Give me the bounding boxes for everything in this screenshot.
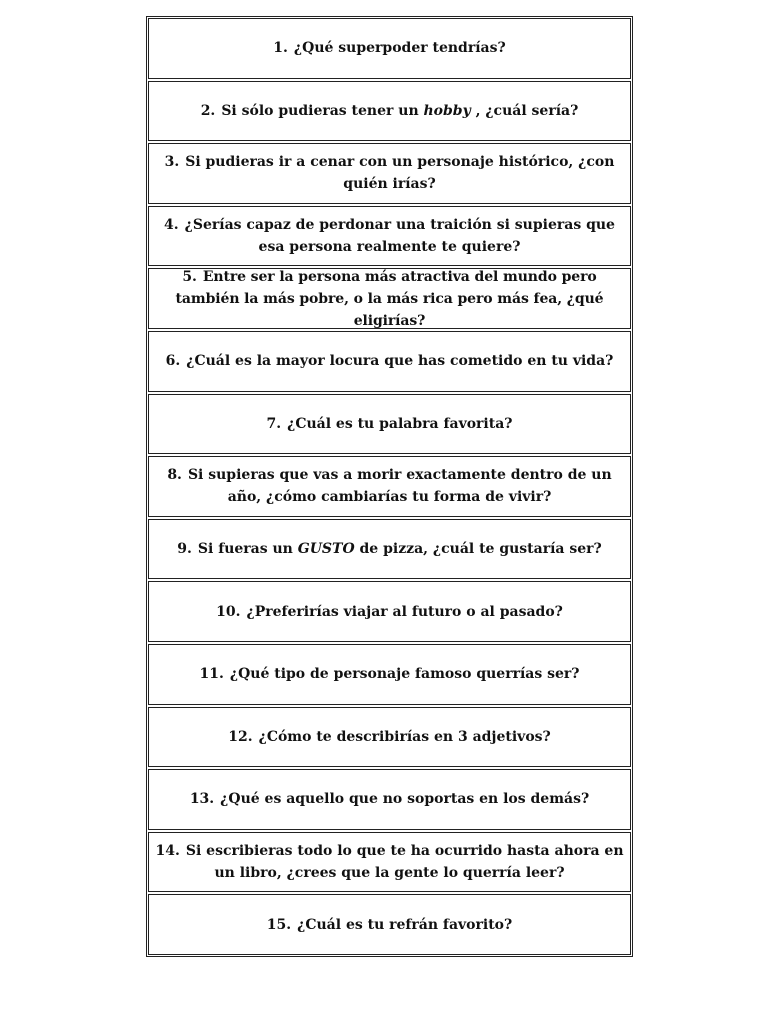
question-body: ¿Cómo te describirías en 3 adjetivos? bbox=[258, 728, 551, 745]
question-body-end: , ¿cuál sería? bbox=[470, 102, 579, 119]
question-body: Si escribieras todo lo que te ha ocurrido hasta ahora en un libro, ¿crees que la gente lo querría leer? bbox=[185, 843, 624, 882]
question-text bbox=[228, 726, 551, 748]
question-emphasis: hobby bbox=[423, 102, 471, 119]
question-row-15 bbox=[148, 894, 631, 955]
question-body: Si pudieras ir a cenar con un personaje histórico, ¿con quién irías? bbox=[185, 154, 615, 193]
question-row-5 bbox=[148, 268, 631, 329]
question-text bbox=[153, 464, 626, 508]
question-number: 11. bbox=[199, 666, 224, 683]
question-number: 9. bbox=[177, 541, 192, 558]
question-number: 8. bbox=[167, 467, 182, 484]
question-row-12 bbox=[148, 707, 631, 768]
question-body: Si fueras un bbox=[197, 541, 298, 558]
question-number: 7. bbox=[266, 415, 282, 432]
question-text bbox=[153, 214, 626, 258]
question-text bbox=[150, 266, 629, 332]
question-body: ¿Preferirías viajar al futuro o al pasado? bbox=[246, 603, 563, 620]
question-number: 14. bbox=[155, 843, 180, 860]
question-row-8 bbox=[148, 456, 631, 517]
question-row-9 bbox=[148, 519, 631, 580]
question-text bbox=[177, 538, 601, 560]
question-number: 5. bbox=[182, 268, 197, 285]
question-text bbox=[153, 151, 626, 195]
question-text bbox=[267, 914, 512, 936]
question-row-10 bbox=[148, 581, 631, 642]
question-body: Si supieras que vas a morir exactamente dentro de un año, ¿cómo cambiarías tu forma de vivir? bbox=[187, 467, 612, 506]
question-number: 13. bbox=[189, 791, 215, 808]
question-number: 1. bbox=[273, 40, 288, 57]
question-number: 2. bbox=[200, 102, 216, 119]
question-row-7 bbox=[148, 394, 631, 455]
question-body: ¿Cuál es la mayor locura que has cometido en tu vida? bbox=[186, 353, 614, 370]
question-number: 4. bbox=[164, 217, 179, 234]
question-number: 10. bbox=[216, 603, 241, 620]
question-text bbox=[273, 37, 505, 59]
question-text bbox=[153, 840, 626, 884]
question-text bbox=[216, 601, 563, 623]
question-row-2 bbox=[148, 81, 631, 142]
question-number: 6. bbox=[165, 353, 181, 370]
question-row-13 bbox=[148, 769, 631, 830]
question-body: ¿Qué superpoder tendrías? bbox=[293, 40, 506, 57]
question-body: ¿Serías capaz de perdonar una traición si supieras que esa persona realmente te quiere? bbox=[184, 217, 615, 256]
question-text bbox=[190, 788, 589, 810]
question-body: Entre ser la persona más atractiva del mundo pero también la más pobre, o la más rica pero más fea, ¿qué eligirías? bbox=[175, 268, 604, 329]
question-row-6 bbox=[148, 331, 631, 392]
question-row-11 bbox=[148, 644, 631, 705]
question-text bbox=[166, 350, 614, 372]
question-body: ¿Cuál es tu palabra favorita? bbox=[287, 415, 513, 432]
question-body: Si sólo pudieras tener un bbox=[221, 102, 424, 119]
question-number: 3. bbox=[164, 154, 180, 171]
question-body: ¿Cuál es tu refrán favorito? bbox=[297, 916, 513, 933]
question-emphasis: GUSTO bbox=[297, 541, 355, 558]
question-text bbox=[267, 413, 513, 435]
question-body-end: de pizza, ¿cuál te gustaría ser? bbox=[354, 541, 602, 558]
question-body: ¿Qué tipo de personaje famoso querrías ser? bbox=[229, 666, 580, 683]
question-row-3 bbox=[148, 143, 631, 204]
question-text bbox=[200, 663, 580, 685]
question-row-4 bbox=[148, 206, 631, 267]
question-number: 12. bbox=[228, 728, 253, 745]
questions-table bbox=[146, 16, 633, 957]
question-text bbox=[201, 100, 579, 122]
question-body: ¿Qué es aquello que no soportas en los demás? bbox=[220, 791, 590, 808]
question-row-14 bbox=[148, 832, 631, 893]
question-row-1 bbox=[148, 18, 631, 79]
question-number: 15. bbox=[266, 916, 292, 933]
